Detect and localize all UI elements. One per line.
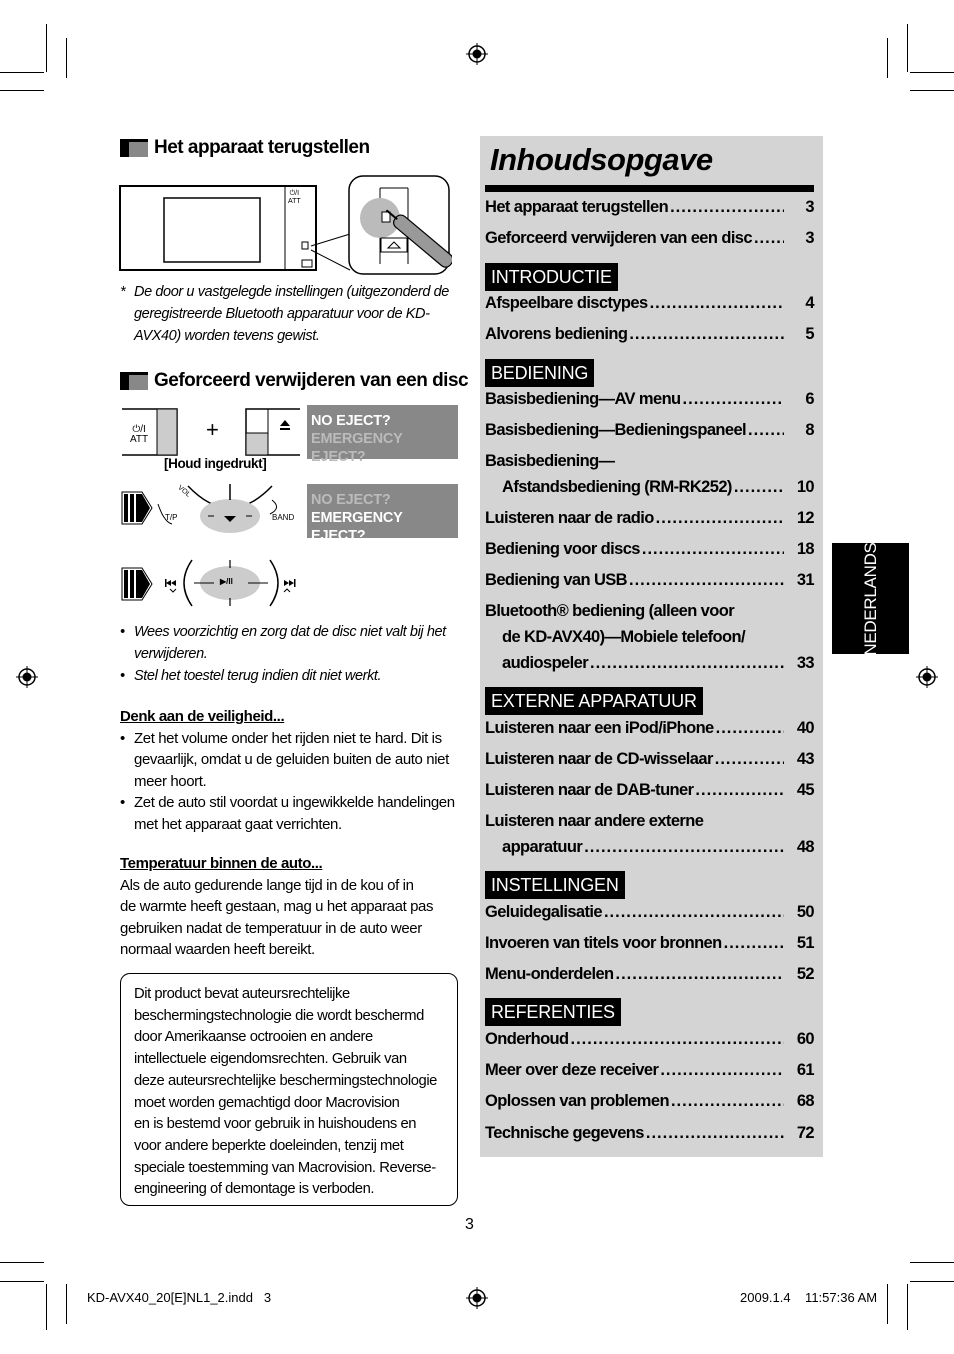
toc-category-referenties: REFERENTIES [485, 998, 621, 1026]
toc-entry[interactable] [485, 965, 814, 984]
toc-entry-title: Luisteren naar andere externe [485, 812, 704, 830]
footer-datetime: 2009.1.4 11:57:36 AM [740, 1290, 878, 1305]
toc-entry-page: 43 [796, 750, 814, 768]
toc-entry-page: 45 [796, 781, 814, 799]
registration-mark-icon [466, 43, 488, 65]
crop-mark [46, 1284, 47, 1330]
crop-mark [887, 1284, 888, 1324]
crop-mark [66, 38, 67, 78]
crop-mark [0, 1281, 44, 1282]
att-label: ATT [288, 198, 301, 205]
safety-bullet: • Zet het volume onder het rijden niet te hard. Dit is gevaarlijk, omdat u de geluiden buiten de auto niet meer hoort. [120, 728, 455, 793]
crop-mark [887, 38, 888, 78]
vol-label: VOL [176, 484, 192, 499]
language-tab-label: NEDERLANDS [860, 541, 880, 656]
toc-category-bediening: BEDIENING [485, 359, 594, 387]
msg-line-emergency-eject: EMERGENCY EJECT? [311, 510, 403, 544]
toc-entry[interactable] [485, 1030, 814, 1049]
toc-entry-title: Geluidegalisatie [485, 903, 602, 921]
toc-entry-title: Menu-onderdelen [485, 965, 614, 983]
display-message-2 [307, 484, 458, 544]
toc-entry[interactable] [485, 812, 814, 831]
copyright-line: speciale toestemming van Macrovision. Reverse- [134, 1159, 436, 1176]
temperature-line: de warmte heeft gestaan, mag u het apparaat pas [120, 898, 434, 916]
toc-entry[interactable] [485, 934, 814, 953]
section-marker-icon [120, 139, 148, 157]
eject-bullets [120, 621, 455, 687]
toc-entry[interactable] [485, 1124, 814, 1143]
toc-entry-title: de KD-AVX40)—Mobiele telefoon/ [502, 628, 745, 646]
reset-title: Het apparaat terugstellen [154, 137, 370, 158]
msg-line-no-eject: NO EJECT? [311, 492, 391, 508]
temperature-line: normaal waarden heeft bereikt. [120, 941, 315, 959]
registration-mark-icon [16, 666, 38, 688]
toc-entry-page: 18 [796, 540, 814, 558]
toc-entry-page: 5 [805, 325, 814, 343]
toc-entry[interactable] [485, 602, 814, 621]
toc-entry[interactable] [485, 1061, 814, 1080]
toc-entry-page: 33 [796, 654, 814, 672]
toc-entry-title: Oplossen van problemen [485, 1092, 669, 1110]
toc-entry[interactable] [485, 781, 814, 800]
toc-entry-title: Basisbediening— [485, 452, 615, 470]
att-button-label: ATT [130, 434, 149, 445]
toc-entry-page: 3 [805, 198, 814, 216]
toc-entry-page: 68 [796, 1092, 814, 1110]
toc-entry-title: Luisteren naar een iPod/iPhone [485, 719, 714, 737]
crop-mark [910, 90, 954, 91]
toc-category-introductie: INTRODUCTIE [485, 263, 618, 291]
toc-entry-page: 6 [805, 390, 814, 408]
toc-entry-title: Onderhoud [485, 1030, 569, 1048]
toc-entry-title: Basisbediening—Bedieningspaneel [485, 421, 747, 439]
eject-title: Geforceerd verwijderen van een disc [154, 370, 469, 391]
copyright-line: moet worden gemachtigd door Macrovision [134, 1094, 400, 1111]
toc-entry-page: 40 [796, 719, 814, 737]
toc-entry-page: 31 [796, 571, 814, 589]
section-heading-reset [120, 137, 370, 159]
toc-entry-title: Basisbediening—AV menu [485, 390, 681, 408]
copyright-line: voor andere beperkte doeleinden, tenzij met [134, 1137, 404, 1154]
play-pause-label: ▶/II [220, 577, 233, 586]
crop-mark [0, 72, 44, 73]
toc-entry-title: Luisteren naar de radio [485, 509, 654, 527]
toc-entry[interactable] [485, 509, 814, 528]
page-number: 3 [465, 1216, 474, 1233]
table-of-contents [480, 136, 823, 1157]
copyright-line: Dit product bevat auteursrechtelijke [134, 986, 350, 1002]
crop-mark [0, 1262, 44, 1263]
toc-entry-page: 61 [796, 1061, 814, 1079]
language-tab [832, 543, 909, 654]
band-label: BAND [272, 513, 295, 522]
toc-entry-page: 50 [796, 903, 814, 921]
play-knob-illustration [120, 558, 300, 610]
toc-entry[interactable] [485, 654, 814, 673]
toc-entry[interactable] [485, 540, 814, 559]
copyright-line: engineering of demontage is verboden. [134, 1181, 375, 1198]
toc-category-externe-apparatuur: EXTERNE APPARATUUR [485, 687, 703, 715]
toc-entry-title: audiospeler [502, 654, 589, 672]
toc-entry-title: Afstandsbediening (RM-RK252) [502, 478, 732, 496]
toc-entry[interactable] [485, 390, 814, 409]
toc-entry-title: Bluetooth® bediening (alleen voor [485, 602, 735, 620]
crop-mark [907, 24, 908, 72]
toc-entry[interactable] [485, 903, 814, 922]
registration-mark-icon [466, 1287, 488, 1309]
toc-entry-title: apparatuur [502, 838, 583, 856]
toc-entry-title: Luisteren naar de CD-wisselaar [485, 750, 713, 768]
toc-rule [485, 185, 814, 192]
temperature-line: Als de auto gedurende lange tijd in de kou of in [120, 876, 414, 894]
toc-entry[interactable] [485, 294, 814, 313]
toc-entry-page: 48 [796, 838, 814, 856]
reset-note-text: De door u vastgelegde instellingen (uitgezonderd de geregistreerde Bluetooth apparatuur voor de KD-AVX40) worden tevens gewist. [134, 284, 449, 344]
eject-bullet: • Stel het toestel terug indien dit niet werkt. [120, 665, 455, 687]
device-power-label [288, 190, 301, 206]
toc-entry[interactable] [485, 325, 814, 344]
registration-mark-icon [916, 666, 938, 688]
eject-bullet: • Wees voorzichtig en zorg dat de disc niet valt bij het verwijderen. [120, 621, 455, 665]
toc-entry[interactable] [485, 719, 814, 738]
toc-entry[interactable] [485, 628, 814, 647]
safety-bullet: • Zet de auto stil voordat u ingewikkelde handelingen met het apparaat gaat verrichten. [120, 792, 455, 835]
toc-entry-page: 52 [796, 965, 814, 983]
section-heading-eject [120, 370, 468, 392]
toc-entry-title: Meer over deze receiver [485, 1061, 659, 1079]
crop-mark [46, 24, 47, 72]
crop-mark [910, 1281, 954, 1282]
toc-entry[interactable] [485, 421, 814, 440]
toc-title: Inhoudsopgave [490, 142, 713, 177]
temperature-heading: Temperatuur binnen de auto... [120, 855, 323, 872]
copyright-notice-box [120, 973, 458, 1206]
crop-mark [0, 90, 44, 91]
toc-entry-title: Technische gegevens [485, 1124, 644, 1142]
copyright-line: deze auteursrechtelijke beschermingstechnologie [134, 1072, 437, 1089]
safety-heading: Denk aan de veiligheid... [120, 708, 285, 725]
crop-mark [910, 1262, 954, 1263]
toc-entry[interactable] [485, 478, 814, 497]
copyright-line: intellectuele eigendomsrechten. Gebruik van [134, 1051, 407, 1068]
toc-entry-title: Invoeren van titels voor bronnen [485, 934, 722, 952]
toc-entry-title: Bediening van USB [485, 571, 627, 589]
toc-entry-title: Geforceerd verwijderen van een disc [485, 229, 752, 247]
crop-mark [907, 1284, 908, 1330]
reset-note [120, 281, 450, 347]
hold-label: [Houd ingedrukt] [164, 456, 267, 471]
toc-entry[interactable] [485, 198, 814, 217]
toc-entry-title: Luisteren naar de DAB-tuner [485, 781, 694, 799]
power-label: ⏻/I [289, 190, 300, 197]
toc-entry-page: 51 [796, 934, 814, 952]
footer-filename: KD-AVX40_20[E]NL1_2.indd 3 [87, 1290, 272, 1305]
toc-category-instellingen: INSTELLINGEN [485, 871, 625, 899]
temperature-section [120, 853, 455, 961]
tp-label: T/P [165, 513, 178, 522]
msg-line-emergency-eject: EMERGENCY EJECT? [311, 431, 403, 465]
note-asterisk: * [120, 284, 126, 300]
msg-line-no-eject: NO EJECT? [311, 413, 391, 429]
crop-mark [910, 72, 954, 73]
toc-entry[interactable] [485, 838, 814, 857]
toc-entry-page: 60 [796, 1030, 814, 1048]
device-reset-illustration [118, 174, 452, 276]
toc-entry[interactable] [485, 571, 814, 590]
toc-entry-page: 3 [805, 229, 814, 247]
temperature-line: gebruiken nadat de temperatuur in de auto weer [120, 919, 422, 937]
copyright-line: en is bestemd voor gebruik in huishoudens en [134, 1116, 417, 1133]
section-marker-icon [120, 372, 148, 390]
knob-illustration [120, 482, 300, 542]
copyright-line: door Amerikaanse octrooien en andere [134, 1029, 373, 1046]
toc-entry-title: Afspeelbare disctypes [485, 294, 648, 312]
toc-entry[interactable] [485, 452, 814, 471]
toc-entry-title: Bediening voor discs [485, 540, 640, 558]
toc-entry-page: 10 [796, 478, 814, 496]
toc-entry-page: 72 [796, 1124, 814, 1142]
toc-entry-title: Het apparaat terugstellen [485, 198, 669, 216]
safety-section [120, 706, 455, 836]
toc-entry-page: 8 [805, 421, 814, 439]
toc-entry-page: 12 [796, 509, 814, 527]
toc-entry-title: Alvorens bediening [485, 325, 628, 343]
copyright-line: beschermingstechnologie die wordt beschermd [134, 1007, 424, 1024]
toc-entry-page: 4 [805, 294, 814, 312]
toc-entry[interactable] [485, 229, 814, 248]
power-button-label: ⏻/I [132, 424, 146, 435]
plus-sign: + [206, 417, 219, 442]
display-message-1 [307, 405, 458, 465]
toc-entry[interactable] [485, 750, 814, 769]
crop-mark [66, 1284, 67, 1324]
power-att-label [130, 425, 148, 445]
toc-entry[interactable] [485, 1092, 814, 1111]
